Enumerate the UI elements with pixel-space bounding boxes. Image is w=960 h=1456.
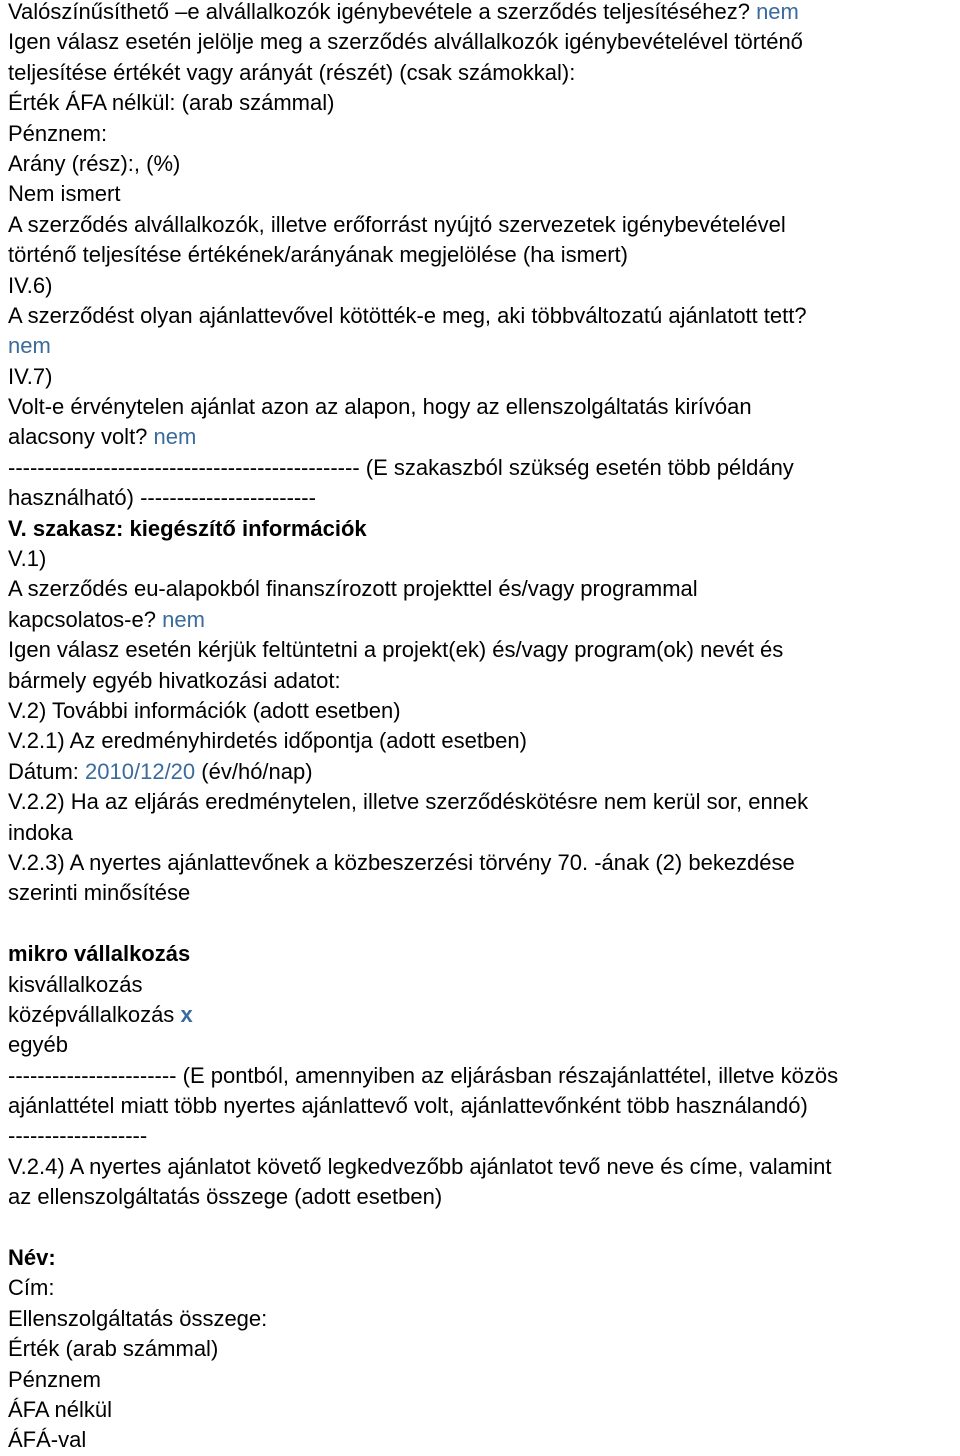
section-v22-heading-line-2: indoka — [8, 819, 73, 845]
document-page — [8, 0, 960, 1456]
section-v1-question-line-2 — [8, 605, 960, 635]
date-label: Dátum: — [8, 758, 79, 784]
section-iv7-number: IV.7) — [8, 363, 53, 389]
subcontracting-value-label: Érték ÁFA nélkül: (arab számmal) — [8, 90, 335, 116]
classification-option-micro: mikro vállalkozás — [8, 941, 191, 967]
currency-label: Pénznem — [8, 1366, 101, 1392]
section-iv6-number: IV.6) — [8, 272, 53, 298]
section-v2-heading: V.2) További információk (adott esetben) — [8, 697, 401, 723]
classification-option-medium-label: középvállalkozás — [8, 1001, 175, 1027]
section-v1-number: V.1) — [8, 546, 47, 572]
classification-option-small: kisvállalkozás — [8, 971, 143, 997]
section-v21-date-line — [8, 757, 960, 787]
subcontracting-answer: nem — [756, 0, 799, 24]
separator-v2-line-2: ajánlattétel miatt több nyertes ajánlattevő volt, ajánlattevőnként több használandó) — [8, 1093, 808, 1119]
subcontracting-question-line — [8, 0, 960, 27]
subcontracting-description-line-2: történő teljesítése értékének/arányának megjelölése (ha ismert) — [8, 242, 628, 268]
section-v1-answer: nem — [162, 606, 205, 632]
subcontracting-ratio-label: Arány (rész):, (%) — [8, 150, 181, 176]
amount-label: Ellenszolgáltatás összege: — [8, 1305, 268, 1331]
name-label: Név: — [8, 1245, 56, 1271]
subcontracting-currency-label: Pénznem: — [8, 120, 108, 146]
section-v1-instruction-line-1: Igen válasz esetén kérjük feltüntetni a projekt(ek) és/vagy program(ok) nevét és — [8, 637, 784, 663]
selected-mark: x — [180, 1001, 193, 1027]
section-v-title: V. szakasz: kiegészítő információk — [8, 515, 367, 541]
section-iv7-question-line-1: Volt-e érvénytelen ajánlat azon az alapon, hogy az ellenszolgáltatás kirívóan — [8, 394, 752, 420]
value-label: Érték (arab számmal) — [8, 1336, 219, 1362]
section-v1-question-end: kapcsolatos-e? — [8, 606, 156, 632]
gross-label: ÁFÁ-val — [8, 1427, 87, 1453]
subcontracting-instruction-line-1: Igen válasz esetén jelölje meg a szerződés alvállalkozók igénybevételével történő — [8, 29, 803, 55]
separator-v2-line-1: ----------------------- (E pontból, amennyiben az eljárásban részajánlattétel, illetve közös — [8, 1062, 839, 1088]
section-v1-question-line-1: A szerződés eu-alapokból finanszírozott projekttel és/vagy programmal — [8, 576, 698, 602]
subcontracting-instruction-line-2: teljesítése értékét vagy arányát (részét) (csak számokkal): — [8, 59, 576, 85]
section-v24-heading-line-1: V.2.4) A nyertes ajánlatot követő legkedvezőbb ajánlatot tevő neve és címe, valamint — [8, 1153, 832, 1179]
subcontracting-description-line-1: A szerződés alvállalkozók, illetve erőforrást nyújtó szervezetek igénybevételével — [8, 211, 786, 237]
section-iv7-question-line-2 — [8, 422, 960, 452]
section-v21-heading: V.2.1) Az eredményhirdetés időpontja (adott esetben) — [8, 728, 527, 754]
classification-option-medium — [8, 1000, 960, 1030]
date-value: 2010/12/20 — [85, 758, 196, 784]
separator-iv-line-1: ------------------------------------------------ (E szakaszból szükség esetén több példány — [8, 454, 794, 480]
section-iv7-answer: nem — [153, 424, 197, 450]
spacer — [8, 1213, 960, 1243]
section-v1-instruction-line-2: bármely egyéb hivatkozási adatot: — [8, 667, 341, 693]
separator-v2-line-3: ------------------- — [8, 1123, 148, 1149]
section-v23-heading-line-2: szerinti minősítése — [8, 880, 191, 906]
spacer — [8, 909, 960, 939]
section-iv7-question-end: alacsony volt? — [8, 424, 148, 450]
section-v23-heading-line-1: V.2.3) A nyertes ajánlattevőnek a közbeszerzési törvény 70. -ának (2) bekezdése — [8, 849, 795, 875]
net-label: ÁFA nélkül — [8, 1396, 112, 1422]
subcontracting-question: Valószínűsíthető –e alvállalkozók igénybevétele a szerződés teljesítéséhez? — [8, 0, 750, 24]
section-v24-heading-line-2: az ellenszolgáltatás összege (adott esetben) — [8, 1184, 443, 1210]
section-iv6-answer: nem — [8, 333, 51, 359]
section-iv6-question: A szerződést olyan ajánlattevővel kötötték-e meg, aki többváltozatú ajánlatott tett? — [8, 302, 807, 328]
subcontracting-unknown-label: Nem ismert — [8, 181, 121, 207]
separator-iv-line-2: használható) ------------------------ — [8, 485, 316, 511]
address-label: Cím: — [8, 1275, 55, 1301]
date-format: (év/hó/nap) — [201, 758, 313, 784]
section-v22-heading-line-1: V.2.2) Ha az eljárás eredménytelen, illetve szerződéskötésre nem kerül sor, ennek — [8, 789, 809, 815]
classification-option-other: egyéb — [8, 1032, 68, 1058]
